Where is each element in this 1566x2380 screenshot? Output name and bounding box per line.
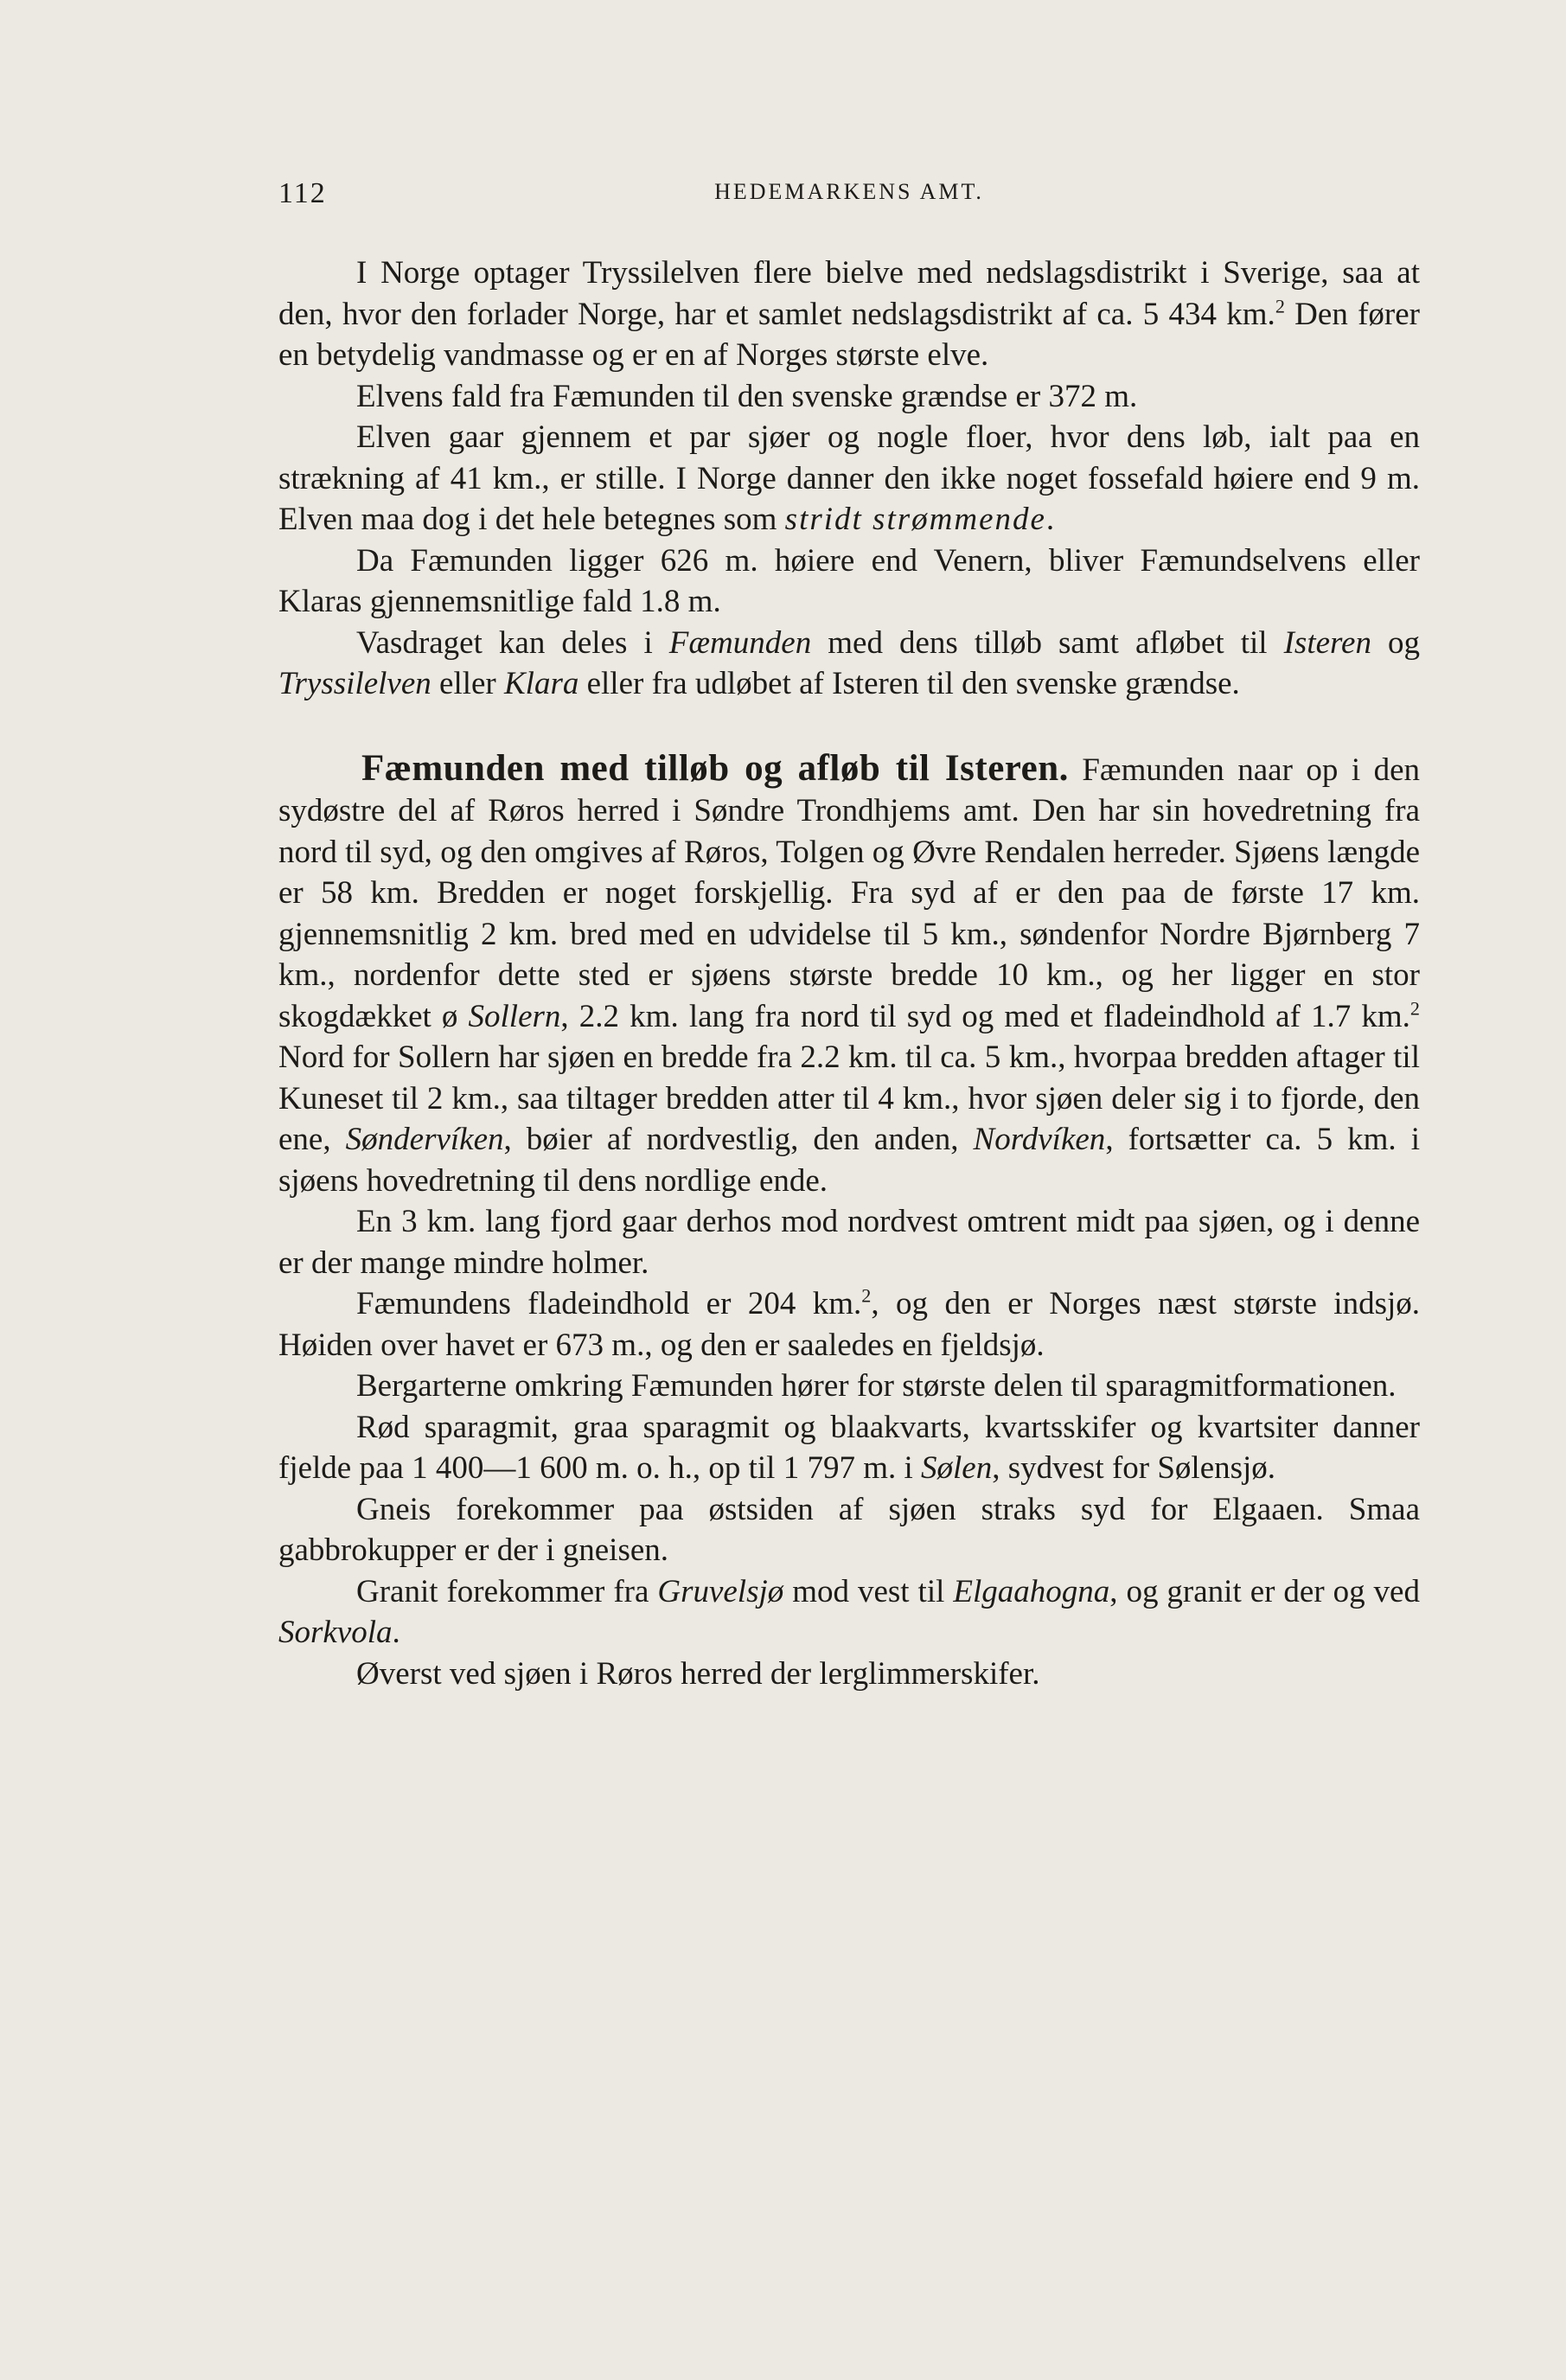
paragraph-7: En 3 km. lang fjord gaar derhos mod nordvest omtrent midt paa sjøen, og i denne er der mange mindre holmer. bbox=[278, 1204, 1420, 1281]
paragraph-1 bbox=[278, 253, 1420, 376]
text: Fæmundens fladeindhold er 204 km. bbox=[356, 1286, 862, 1321]
paragraph-13: Øverst ved sjøen i Røros herred der lerglimmerskifer. bbox=[356, 1655, 1040, 1692]
page-number: 112 bbox=[278, 177, 327, 209]
superscript: 2 bbox=[1275, 295, 1285, 317]
text: Rød sparagmit, graa sparagmit og blaakvarts, kvartsskifer og kvartsiter danner fjelde paa 1 400—1 600 m. o. h., op til 1 797 m. i bbox=[278, 1409, 1420, 1486]
emphasis: Nordvíken bbox=[973, 1122, 1106, 1157]
text: , og den er Norges næst største indsjø. Høiden over havet er 673 m., og den er saaledes en fjeldsjø. bbox=[278, 1286, 1421, 1363]
text: Nord for Sollern har sjøen en bredde fra 2.2 km. til ca. 5 km., hvorpaa bredden aftager til Kuneset til 2 km., saa tiltager bredden atter til 4 km., hvor sjøen deler sig i to fjorde, den ene, bbox=[278, 1040, 1420, 1157]
paragraph-2: Elvens fald fra Fæmunden til den svenske grændse er 372 m. bbox=[356, 378, 1138, 414]
text: Vasdraget kan deles i bbox=[356, 624, 669, 661]
text: Fæmunden naar op i den sydøstre del af Røros herred i Søndre Trondhjems amt. Den har sin hovedretning fra nord til syd, og den omgives af Røros, Tolgen og Øvre Rendalen herreder. Sjøens længde er 58 km. Bredden er noget forskjellig. Fra syd af er den paa de første 17 km. gjennemsnitlig 2 km. bred med en udvidelse til 5 km., søndenfor Nordre Bjørnberg 7 km., nordenfor dette sted er sjøens største bredde 10 km., og her ligger en stor skogdækket ø bbox=[278, 752, 1421, 1034]
superscript: 2 bbox=[1409, 997, 1421, 1020]
page-header bbox=[278, 177, 1420, 221]
superscript: 2 bbox=[861, 1284, 872, 1307]
paragraph-6 bbox=[278, 748, 1420, 1202]
emphasis: Elgaahogna bbox=[953, 1573, 1110, 1609]
text: Elven gaar gjennem et par sjøer og nogle floer, hvor dens løb, ialt paa en strækning af 41 km., er stille. I Norge danner den ikke noget fossefald høiere end 9 m. Elven maa dog i det hele betegnes som bbox=[278, 419, 1420, 537]
section-heading: Fæmunden med tilløb og afløb til Isteren. bbox=[361, 747, 1069, 789]
emphasis: Klara bbox=[504, 666, 579, 701]
text: , fortsætter ca. 5 km. i sjøens hovedretning til dens nordlige ende. bbox=[278, 1122, 1420, 1199]
text: , og granit er der og ved bbox=[1109, 1573, 1420, 1609]
paragraph-12 bbox=[278, 1571, 1420, 1654]
paragraph-3 bbox=[278, 417, 1420, 541]
text: Granit forekommer fra bbox=[356, 1573, 658, 1609]
emphasis: Søndervíken bbox=[345, 1122, 504, 1157]
emphasis: Gruvelsjø bbox=[657, 1573, 784, 1609]
paragraph-9: Bergarterne omkring Fæmunden hører for største delen til sparagmitformationen. bbox=[356, 1368, 1397, 1404]
emphasis-spaced: stridt strømmende bbox=[784, 502, 1046, 537]
text: , 2.2 km. lang fra nord til syd og med et fladeindhold af 1.7 km. bbox=[560, 998, 1410, 1034]
text: eller fra udløbet af Isteren til den svenske grændse. bbox=[578, 666, 1240, 701]
text: Den fører en betydelig vandmasse og er en af Norges største elve. bbox=[278, 296, 1420, 373]
text: I Norge optager Tryssilelven flere bielve med nedslagsdistrikt i Sverige, saa at den, hvor den forlader Norge, har et samlet nedslagsdistrikt af ca. 5 434 km. bbox=[278, 255, 1420, 332]
text: med dens tilløb samt afløbet til bbox=[811, 624, 1284, 661]
text: . bbox=[1045, 502, 1055, 537]
text: og bbox=[1371, 624, 1421, 661]
paragraph-10 bbox=[278, 1407, 1420, 1489]
paragraph-8 bbox=[278, 1283, 1420, 1366]
emphasis: Fæmunden bbox=[668, 624, 812, 661]
emphasis: Sorkvola bbox=[278, 1615, 393, 1650]
emphasis: Sollern bbox=[468, 998, 561, 1034]
text: eller bbox=[431, 666, 504, 701]
emphasis: Sølen bbox=[921, 1450, 993, 1486]
emphasis: Isteren bbox=[1283, 624, 1371, 661]
text: , sydvest for Sølensjø. bbox=[992, 1450, 1276, 1486]
body-text bbox=[278, 253, 1420, 1694]
paragraph-11: Gneis forekommer paa østsiden af sjøen straks syd for Elgaaen. Smaa gabbrokupper er der i gneisen. bbox=[278, 1491, 1420, 1568]
text: , bøier af nordvestlig, den anden, bbox=[503, 1122, 974, 1157]
text: . bbox=[392, 1615, 400, 1650]
running-title: HEDEMARKENS AMT. bbox=[714, 179, 984, 204]
emphasis: Tryssilelven bbox=[278, 666, 431, 701]
text: mod vest til bbox=[783, 1573, 954, 1609]
paragraph-4: Da Fæmunden ligger 626 m. høiere end Venern, bliver Fæmundselvens eller Klaras gjennemsnitlige fald 1.8 m. bbox=[278, 542, 1420, 619]
paragraph-5 bbox=[278, 623, 1420, 705]
